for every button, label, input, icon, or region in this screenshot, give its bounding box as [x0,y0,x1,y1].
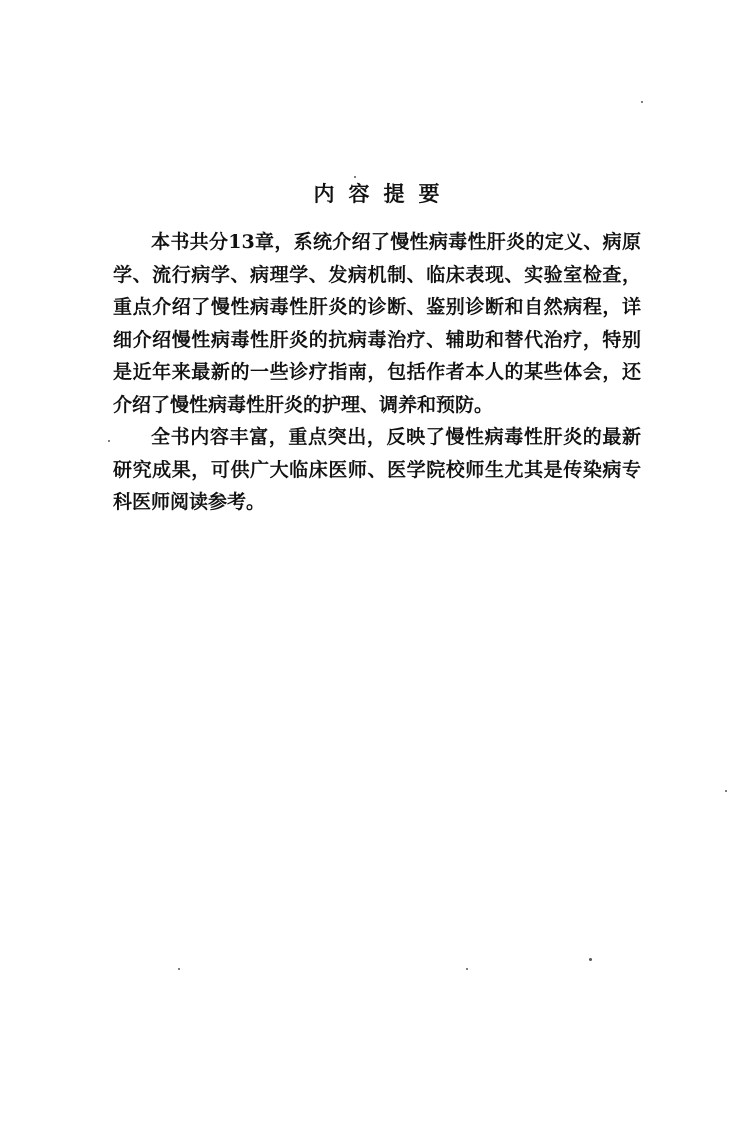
scan-speck [178,968,180,970]
scan-speck [725,790,727,792]
summary-paragraph-1: 本书共分13章，系统介绍了慢性病毒性肝炎的定义、病原学、流行病学、病理学、发病机制、临床表现、实验室检查，重点介绍了慢性病毒性肝炎的诊断、鉴别诊断和自然病程，详细介绍慢性病毒性肝炎的抗病毒治疗、辅助和替代治疗，特别是近年来最新的一些诊疗指南，包括作者本人的某些体会，还介绍了慢性病毒性肝炎的护理、调养和预防。 [113,231,641,416]
scan-speck [466,968,468,970]
scan-speck [108,440,110,442]
scan-speck [354,176,356,178]
summary-body [113,226,641,519]
page-title: 内容提要 [313,181,454,206]
summary-paragraph-2: 全书内容丰富，重点突出，反映了慢性病毒性肝炎的最新研究成果，可供广大临床医师、医学院校师生尤其是传染病专科医师阅读参考。 [113,426,641,513]
scan-speck [641,101,643,103]
scan-speck [589,958,592,961]
